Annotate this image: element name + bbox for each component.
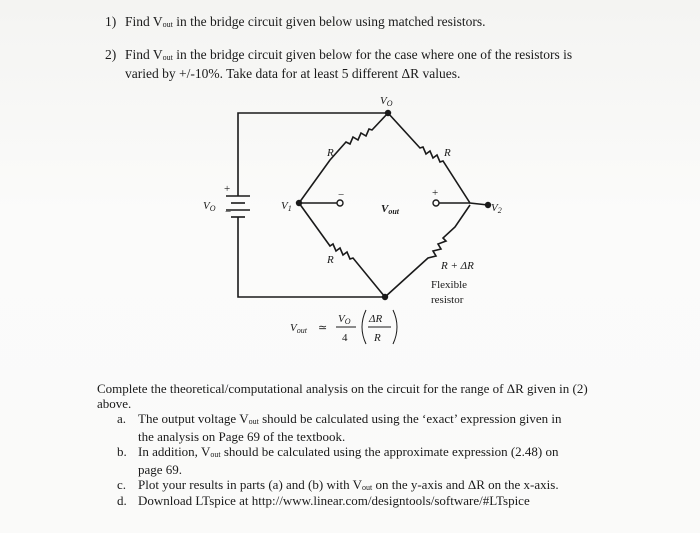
resistor-bottom-left [299, 203, 385, 297]
ltspice-link[interactable]: Download LTspice at http://www.linear.com/designtools/software/#LTspice [138, 493, 530, 508]
formula-frac-den: R [374, 332, 381, 344]
label-v2: V2 [491, 202, 502, 215]
label-source: VO [203, 200, 216, 213]
node-bottom [382, 294, 388, 300]
terminal-plus [433, 200, 439, 206]
question-text: Find $V_{out}$ in the bridge circuit given below for the case where one of the resistors is varied by +/-10%. Take data for at least 5 different ΔR values. [125, 47, 573, 81]
formula-frac-num: ΔR [369, 313, 383, 325]
label-v1: V1 [281, 200, 292, 213]
label-resistor: resistor [431, 294, 464, 306]
question-text: Find $V_{out}$ in the bridge circuit given below using matched resistors. [125, 14, 486, 29]
node-v1 [296, 200, 302, 206]
label-r-top-left: R [327, 147, 334, 159]
label-top-node: VO [380, 95, 393, 108]
label-r-bottom-left: R [327, 254, 334, 266]
question-number: 1) [105, 14, 117, 29]
label-vout-plus: + [432, 187, 439, 199]
instructions-intro: Complete the theoretical/computational analysis on the circuit for the range of ΔR given in (2) above. [97, 381, 588, 411]
document-page: 1) Find $V_{out}$ in the bridge circuit given below using matched resistors. 2) Find $V_{out}$ in the bridge circuit given below for the case where one of the resistors is varied by +/-10%. Take data for at least 5 different ΔR values. VO VO + − V1 V2 Vout − + R R R R + ΔR Flexible resistor Vout ≃ VO 4 ΔR R Complete the theoretical/computational analysis on the circuit for the range of ΔR given in (2) above. a. The output voltage $V_{out}$ should be calculated using the ‘exact’ expression given in the analysis on Page 69 of the textbook. b. In addition, $V_{out}$ should be calculated using the approximate expression (2.48) on page 69. c. Plot your results in parts (a) and (b) with $V_{out}$ on the y-axis and ΔR on the x-axis. d. Download LTspice at http://www.linear.com/designtools/software/#LTspice [0, 0, 700, 533]
wire-top [238, 113, 388, 190]
wire-bottom [238, 218, 385, 297]
approx-formula [290, 310, 397, 344]
label-vout: Vout [381, 203, 400, 216]
label-source-plus: + [224, 183, 231, 195]
formula-numerator: VO [338, 313, 351, 326]
question-number: 2) [105, 47, 117, 62]
label-flexible: Flexible [431, 279, 468, 291]
label-source-minus: − [225, 206, 232, 218]
formula-denominator: 4 [342, 332, 348, 344]
label-vout-minus: − [338, 189, 345, 201]
formula-approx: ≃ [318, 322, 328, 334]
label-r-top-right: R [444, 147, 451, 159]
formula-lhs: Vout [290, 322, 307, 335]
label-r-bottom-right: R + ΔR [441, 260, 474, 272]
node-top [385, 110, 391, 116]
